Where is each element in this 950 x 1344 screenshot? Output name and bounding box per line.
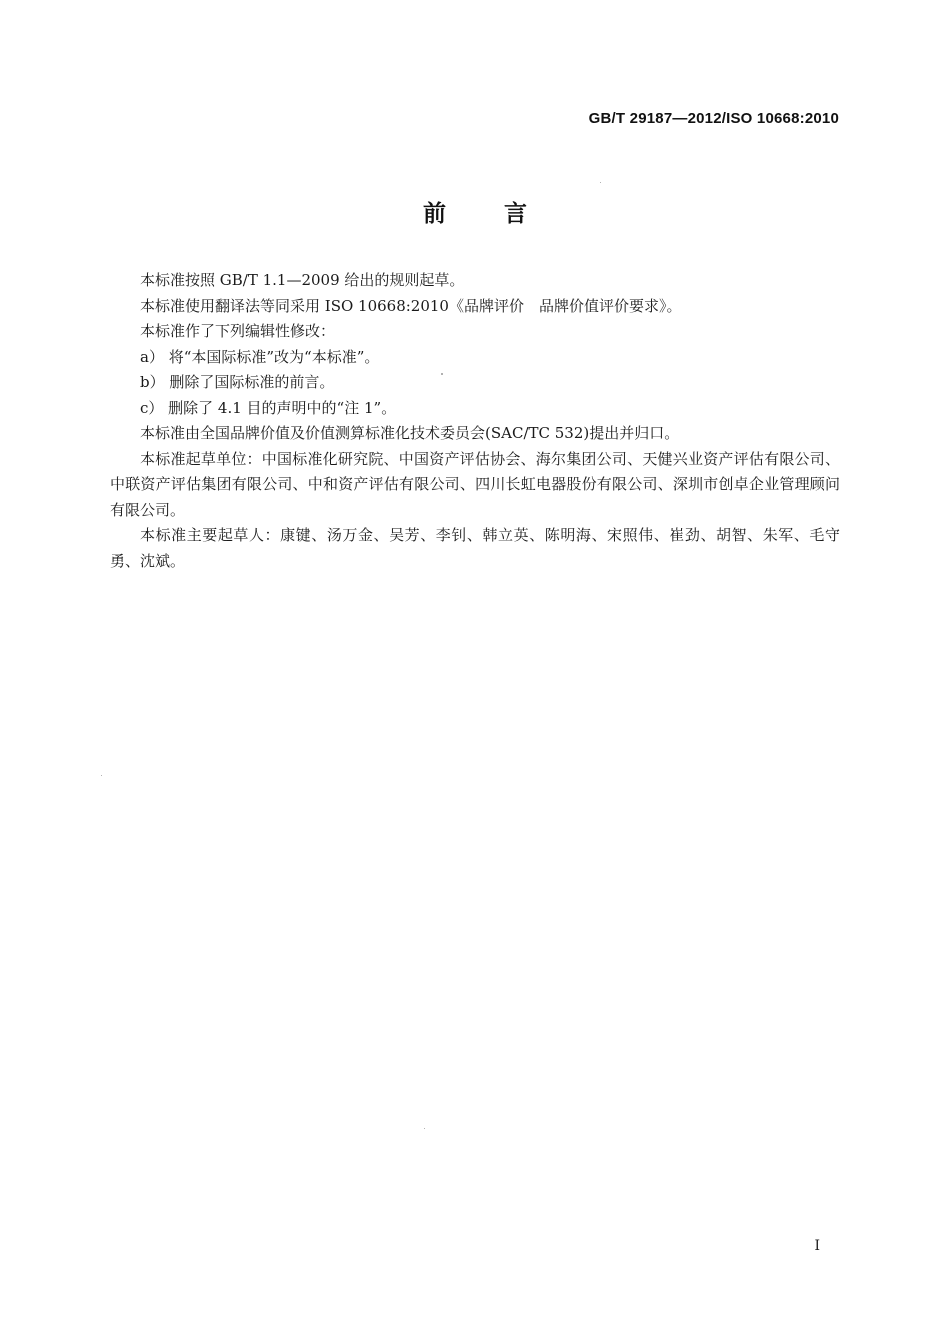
paragraph-adoption: 本标准使用翻译法等同采用 ISO 10668:2010《品牌评价 品牌价值评价要求》。	[140, 296, 682, 315]
paragraph-drafting-rules: 本标准按照 GB/T 1.1—2009 给出的规则起草。	[140, 271, 465, 289]
scan-speck	[441, 373, 443, 375]
paragraph-editorial-changes: 本标准作了下列编辑性修改：	[140, 322, 336, 340]
paragraph-drafters: 本标准主要起草人：康键、汤万金、吴芳、李钊、韩立英、陈明海、宋照伟、崔劲、胡智、朱军、毛守勇、沈斌。	[110, 526, 840, 570]
list-item-a: a） 将“本国际标准”改为“本标准”。	[140, 347, 380, 366]
list-item-b: b） 删除了国际标准的前言。	[140, 373, 335, 391]
standard-code: GB/T 29187—2012/ISO 10668:2010	[588, 110, 839, 127]
document-body	[110, 268, 840, 574]
page-title: 前言	[423, 201, 585, 227]
paragraph-drafting-units: 本标准起草单位：中国标准化研究院、中国资产评估协会、海尔集团公司、天健兴业资产评估有限公司、中联资产评估集团有限公司、中和资产评估有限公司、四川长虹电器股份有限公司、深圳市创卓企业管理顾问有限公司。	[110, 449, 840, 519]
scan-speck	[101, 775, 102, 776]
page-number: I	[814, 1238, 820, 1254]
scan-speck	[600, 182, 601, 183]
list-item-c: c） 删除了 4.1 目的声明中的“注 1”。	[140, 398, 397, 417]
scan-speck	[424, 1128, 425, 1129]
paragraph-proposed-by: 本标准由全国品牌价值及价值测算标准化技术委员会(SAC/TC 532)提出并归口。	[140, 424, 680, 442]
